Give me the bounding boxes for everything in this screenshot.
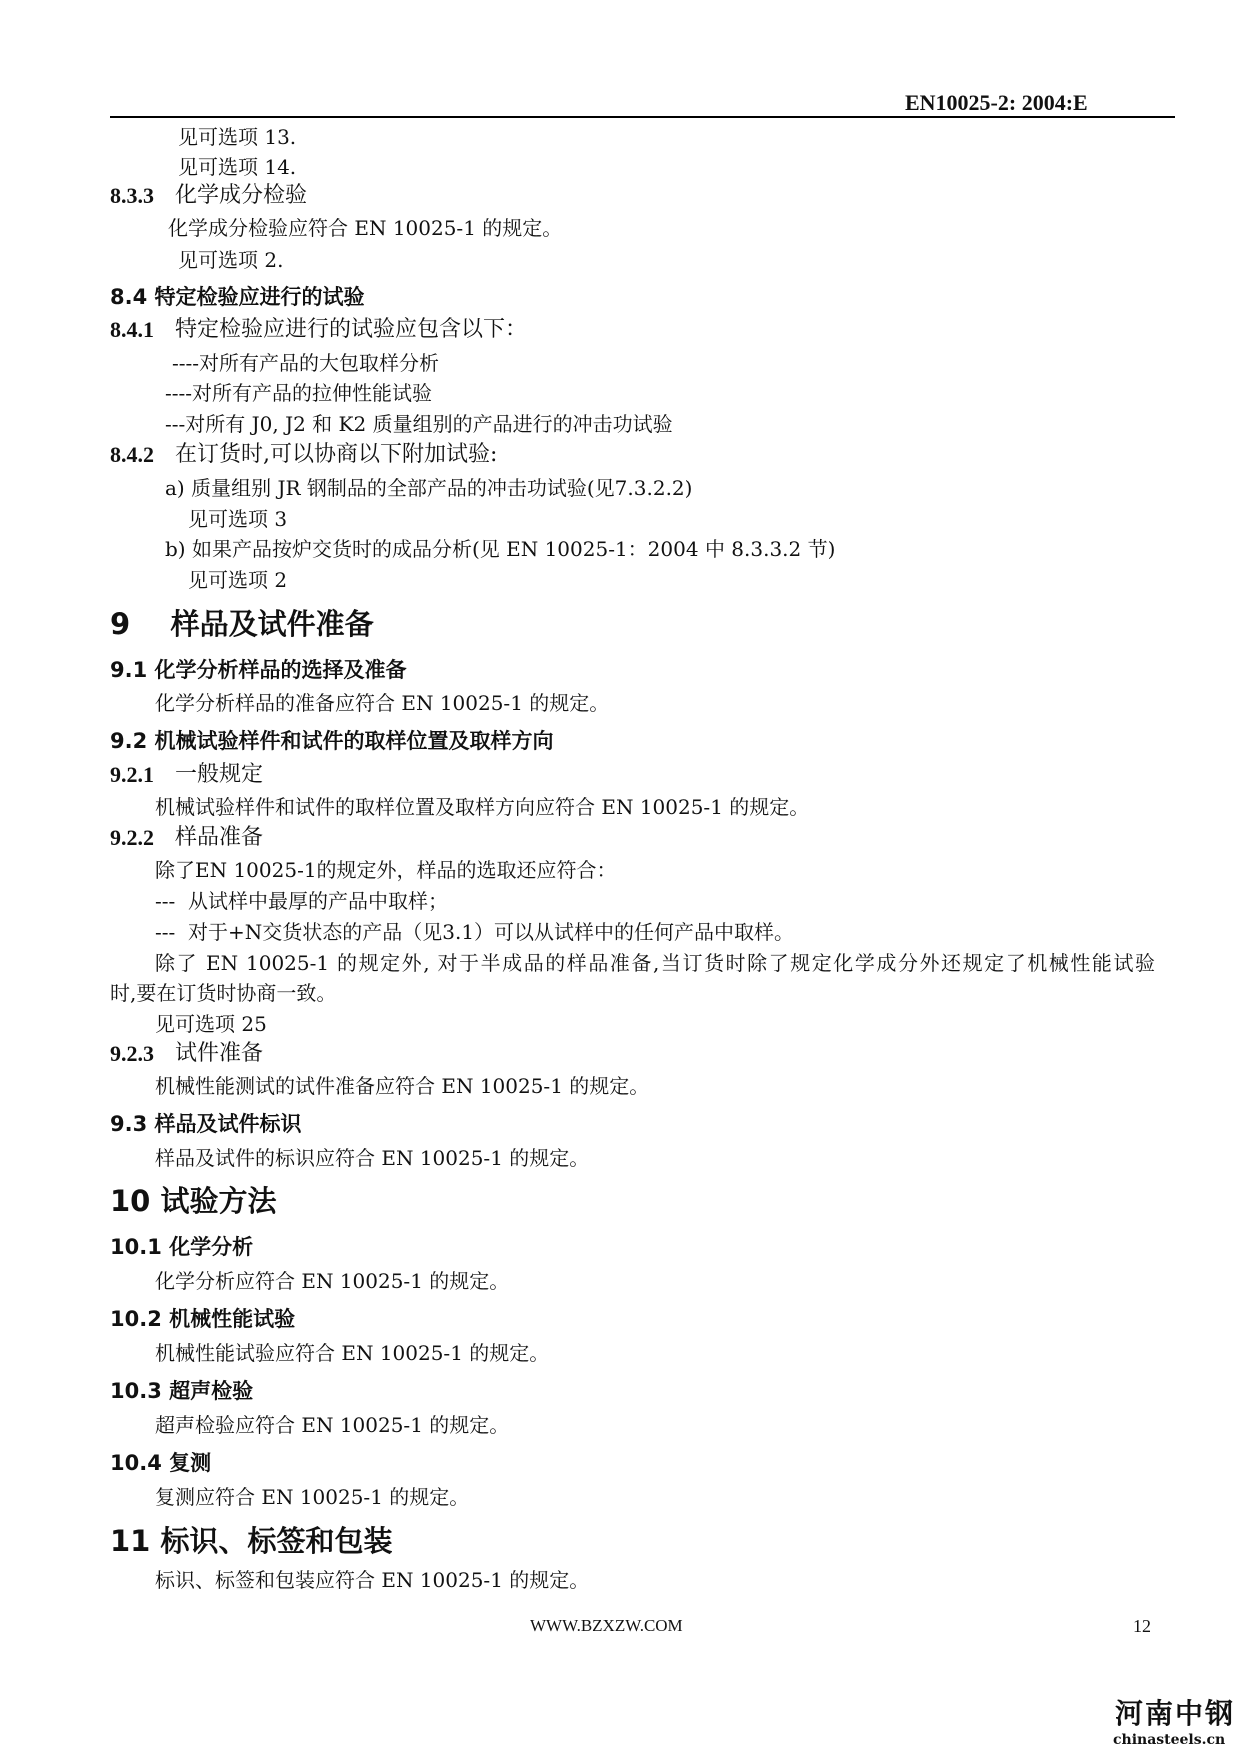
page-number: 12 (1133, 1616, 1151, 1636)
paragraph: 样品及试件的标识应符合 EN 10025-1 的规定。 (155, 1146, 590, 1170)
paragraph: 时,要在订货时协商一致。 (110, 981, 337, 1005)
chapter-heading: 10 试验方法 (110, 1184, 277, 1218)
chapter-heading: 9 样品及试件准备 (110, 607, 374, 641)
option-ref: 见可选项 25 (155, 1012, 267, 1036)
list-item: b) 如果产品按炉交货时的成品分析(见 EN 10025-1：2004 中 8.3.3.2 节) (165, 537, 836, 561)
option-ref: 见可选项 2 (188, 568, 288, 592)
section-title: 在订货时,可以协商以下附加试验: (175, 442, 498, 467)
footer-website: WWW.BZXZW.COM (530, 1616, 683, 1635)
list-item: --- 对于+N交货状态的产品（见3.1）可以从试样中的任何产品中取样。 (155, 920, 795, 944)
paragraph: 除了 EN 10025-1 的规定外, 对于半成品的样品准备,当订货时除了规定化学成分外还规定了机械性能试验 (155, 951, 1155, 975)
section-heading: 10.3 超声检验 (110, 1379, 254, 1403)
paragraph: 化学成分检验应符合 EN 10025-1 的规定。 (168, 216, 563, 240)
paragraph: 标识、标签和包装应符合 EN 10025-1 的规定。 (155, 1568, 590, 1592)
section-number: 8.4.2 (110, 442, 154, 467)
paragraph: 超声检验应符合 EN 10025-1 的规定。 (155, 1413, 510, 1437)
document-id: EN10025-2: 2004:E (905, 90, 1088, 115)
option-ref: 见可选项 3 (188, 507, 288, 531)
paragraph: 复测应符合 EN 10025-1 的规定。 (155, 1485, 470, 1509)
watermark-domain: chinasteels.cn (1113, 1732, 1226, 1748)
paragraph: 机械试验样件和试件的取样位置及取样方向应符合 EN 10025-1 的规定。 (155, 795, 810, 819)
section-title: 化学成分检验 (175, 183, 308, 208)
paragraph: 化学分析应符合 EN 10025-1 的规定。 (155, 1269, 510, 1293)
paragraph: 化学分析样品的准备应符合 EN 10025-1 的规定。 (155, 691, 610, 715)
section-heading: 10.2 机械性能试验 (110, 1307, 296, 1331)
section-heading: 10.1 化学分析 (110, 1235, 254, 1259)
section-heading: 10.4 复测 (110, 1451, 212, 1475)
section-title: 试件准备 (175, 1041, 264, 1066)
option-ref: 见可选项 2. (178, 248, 284, 272)
list-item: a) 质量组别 JR 钢制品的全部产品的冲击功试验(见7.3.2.2) (165, 476, 693, 500)
list-item: ---对所有 J0, J2 和 K2 质量组别的产品进行的冲击功试验 (165, 412, 673, 436)
section-title: 样品准备 (175, 825, 264, 850)
section-heading: 8.4 特定检验应进行的试验 (110, 285, 365, 309)
section-number: 9.2.1 (110, 762, 154, 787)
header-rule (110, 116, 1175, 118)
chapter-heading: 11 标识、标签和包装 (110, 1524, 393, 1558)
watermark-logo: 河南中钢 (1115, 1697, 1236, 1730)
paragraph: 机械性能试验应符合 EN 10025-1 的规定。 (155, 1341, 550, 1365)
section-number: 9.2.3 (110, 1041, 154, 1066)
option-ref: 见可选项 13. (178, 125, 297, 149)
section-number: 8.4.1 (110, 317, 154, 342)
paragraph: 除了EN 10025-1的规定外，样品的选取还应符合： (155, 858, 617, 882)
option-ref: 见可选项 14. (178, 155, 297, 179)
section-number: 8.3.3 (110, 183, 154, 208)
list-item: ----对所有产品的拉伸性能试验 (165, 381, 433, 405)
section-title: 特定检验应进行的试验应包含以下： (175, 317, 528, 342)
list-item: --- 从试样中最厚的产品中取样； (155, 889, 448, 913)
section-title: 一般规定 (175, 762, 264, 787)
list-item: ----对所有产品的大包取样分析 (172, 351, 440, 375)
section-heading: 9.3 样品及试件标识 (110, 1112, 302, 1136)
paragraph: 机械性能测试的试件准备应符合 EN 10025-1 的规定。 (155, 1074, 650, 1098)
section-heading: 9.2 机械试验样件和试件的取样位置及取样方向 (110, 729, 554, 753)
section-number: 9.2.2 (110, 825, 154, 850)
section-heading: 9.1 化学分析样品的选择及准备 (110, 658, 407, 682)
